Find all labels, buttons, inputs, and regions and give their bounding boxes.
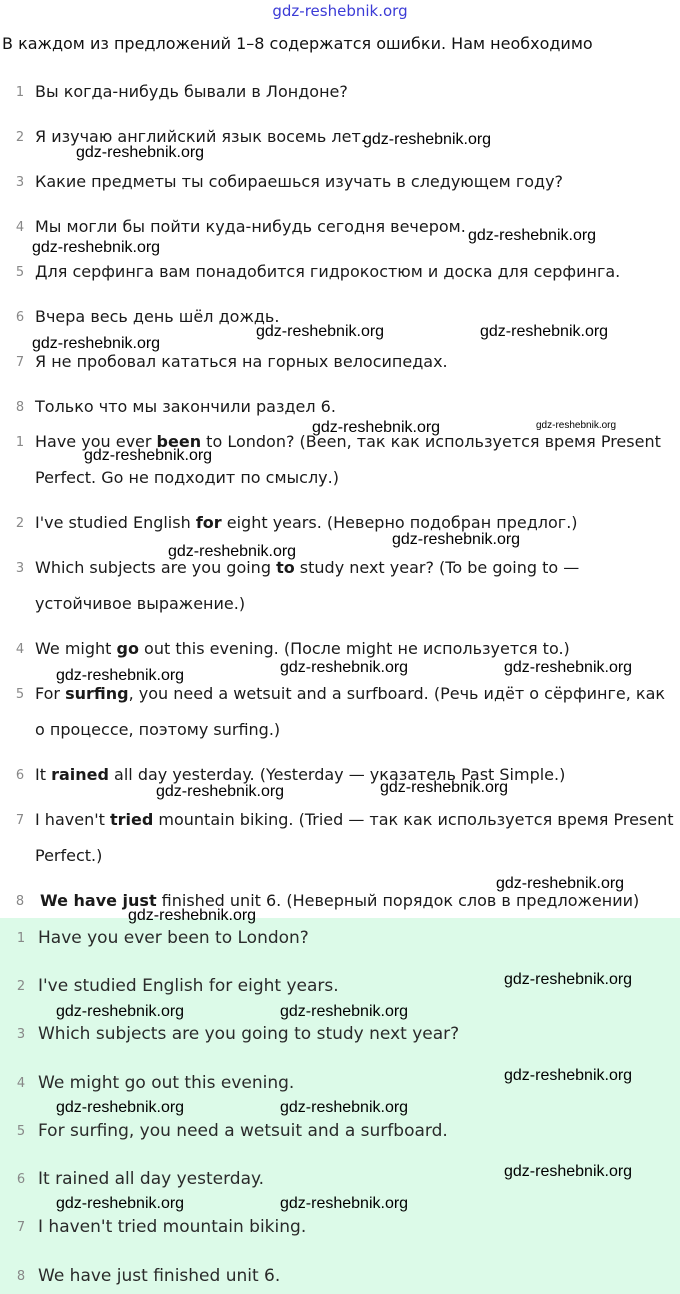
text-part: I've studied English xyxy=(35,513,196,532)
item-text: Я изучаю английский язык восемь лет. xyxy=(35,127,366,146)
item-text xyxy=(35,505,678,541)
text-part: eight years. (Неверно подобран предлог.) xyxy=(221,513,578,532)
site-title[interactable]: gdz-reshebnik.org xyxy=(272,2,408,20)
watermark: gdz-reshebnik.org xyxy=(56,1003,185,1020)
item-text: Вы когда-нибудь бывали в Лондоне? xyxy=(35,82,348,101)
item-text: Вчера весь день шёл дождь. xyxy=(35,307,280,326)
item-text xyxy=(35,676,678,748)
item-text: We might go out this evening. xyxy=(38,1073,295,1093)
item-text: For surfing, you need a wetsuit and a surfboard. xyxy=(38,1121,448,1141)
item-text xyxy=(35,550,678,622)
watermark: gdz-reshebnik.org xyxy=(496,875,625,892)
watermark: gdz-reshebnik.org xyxy=(32,335,161,352)
text-part: Have you ever xyxy=(35,432,157,451)
text-part: out this evening. (После might не используется to.) xyxy=(138,639,570,658)
bold-word: been xyxy=(156,432,202,451)
watermark: gdz-reshebnik.org xyxy=(468,227,597,244)
item-text: We have just finished unit 6. xyxy=(38,1266,281,1286)
text-part: all day yesterday. (Yesterday — указатель Past Simple.) xyxy=(108,765,566,784)
item-text: Which subjects are you going to study next year? xyxy=(38,1024,460,1044)
text-part: For xyxy=(35,684,66,703)
watermark: gdz-reshebnik.org xyxy=(504,1163,633,1180)
watermark: gdz-reshebnik.org xyxy=(480,323,609,340)
bold-word: surfing xyxy=(65,684,129,703)
item-number: 6 xyxy=(15,768,25,783)
item-text: Я не пробовал кататься на горных велосипедах. xyxy=(35,352,448,371)
text-part: study next year? (To be going to — устойчивое выражение.) xyxy=(35,558,580,613)
bold-word: to xyxy=(276,558,295,577)
watermark: gdz-reshebnik.org xyxy=(76,144,205,161)
item-number: 1 xyxy=(16,931,26,946)
watermark: gdz-reshebnik.org xyxy=(280,1099,409,1116)
watermark: gdz-reshebnik.org xyxy=(280,1195,409,1212)
text-part: finished unit 6. (Неверный порядок слов в предложении) xyxy=(156,891,640,910)
watermark: gdz-reshebnik.org xyxy=(392,531,521,548)
item-number: 8 xyxy=(16,1269,26,1284)
item-number: 2 xyxy=(15,130,25,145)
watermark: gdz-reshebnik.org xyxy=(84,447,213,464)
text-part: mountain biking. (Tried — так как используется время Present Perfect.) xyxy=(35,810,674,865)
item-number: 7 xyxy=(15,813,25,828)
text-part: , you need a wetsuit and a surfboard. (Речь идёт о сёрфинге, как о процессе, поэтому surfing.) xyxy=(35,684,666,739)
watermark: gdz-reshebnik.org xyxy=(56,1195,185,1212)
watermark: gdz-reshebnik.org xyxy=(168,543,297,560)
item-number: 6 xyxy=(15,310,25,325)
item-text xyxy=(35,757,678,793)
watermark: gdz-reshebnik.org xyxy=(128,907,257,924)
item-text: I've studied English for eight years. xyxy=(38,976,339,996)
task-intro: В каждом из предложений 1–8 содержатся ошибки. Нам необходимо xyxy=(2,34,593,53)
item-text: Только что мы закончили раздел 6. xyxy=(35,397,336,416)
item-number: 8 xyxy=(15,400,25,415)
watermark: gdz-reshebnik.org xyxy=(56,1099,185,1116)
item-text: Have you ever been to London? xyxy=(38,928,309,948)
watermark: gdz-reshebnik.org xyxy=(504,1067,633,1084)
item-number: 4 xyxy=(15,642,25,657)
text-part: I haven't xyxy=(35,810,110,829)
item-number: 2 xyxy=(15,516,25,531)
item-number: 5 xyxy=(16,1124,26,1139)
item-text: Какие предметы ты собираешься изучать в следующем году? xyxy=(35,172,564,191)
item-number: 3 xyxy=(16,1027,26,1042)
bold-word: rained xyxy=(51,765,109,784)
item-number: 6 xyxy=(16,1172,26,1187)
item-text: I haven't tried mountain biking. xyxy=(38,1217,307,1237)
item-number: 8 xyxy=(15,894,25,909)
text-part: We might xyxy=(35,639,117,658)
watermark: gdz-reshebnik.org xyxy=(504,659,633,676)
item-number: 3 xyxy=(15,561,25,576)
watermark: gdz-reshebnik.org xyxy=(536,420,617,431)
bold-word: We have just xyxy=(40,891,157,910)
watermark: gdz-reshebnik.org xyxy=(363,131,492,148)
item-number: 1 xyxy=(15,435,25,450)
text-part: Which subjects are you going xyxy=(35,558,277,577)
watermark: gdz-reshebnik.org xyxy=(280,1003,409,1020)
watermark: gdz-reshebnik.org xyxy=(156,783,285,800)
bold-word: tried xyxy=(109,810,154,829)
text-part: to London? (Been, так как используется время Present Perfect. Go не подходит по смыслу.) xyxy=(35,432,661,487)
item-number: 2 xyxy=(16,979,26,994)
watermark: gdz-reshebnik.org xyxy=(380,779,509,796)
watermark: gdz-reshebnik.org xyxy=(504,971,633,988)
item-number: 1 xyxy=(15,85,25,100)
item-text: It rained all day yesterday. xyxy=(38,1169,265,1189)
item-number: 4 xyxy=(15,220,25,235)
item-text xyxy=(35,802,678,874)
item-text: Мы могли бы пойти куда-нибудь сегодня вечером. xyxy=(35,217,466,236)
watermark: gdz-reshebnik.org xyxy=(32,239,161,256)
text-part: It xyxy=(35,765,52,784)
bold-word: go xyxy=(116,639,139,658)
bold-word: for xyxy=(195,513,222,532)
item-number: 5 xyxy=(15,687,25,702)
item-number: 4 xyxy=(16,1076,26,1091)
watermark: gdz-reshebnik.org xyxy=(56,667,185,684)
item-number: 7 xyxy=(16,1220,26,1235)
item-number: 7 xyxy=(15,355,25,370)
watermark: gdz-reshebnik.org xyxy=(256,323,385,340)
item-text: Для серфинга вам понадобится гидрокостюм и доска для серфинга. xyxy=(35,262,621,281)
item-number: 5 xyxy=(15,265,25,280)
item-number: 3 xyxy=(15,175,25,190)
watermark: gdz-reshebnik.org xyxy=(280,659,409,676)
watermark: gdz-reshebnik.org xyxy=(312,419,441,436)
